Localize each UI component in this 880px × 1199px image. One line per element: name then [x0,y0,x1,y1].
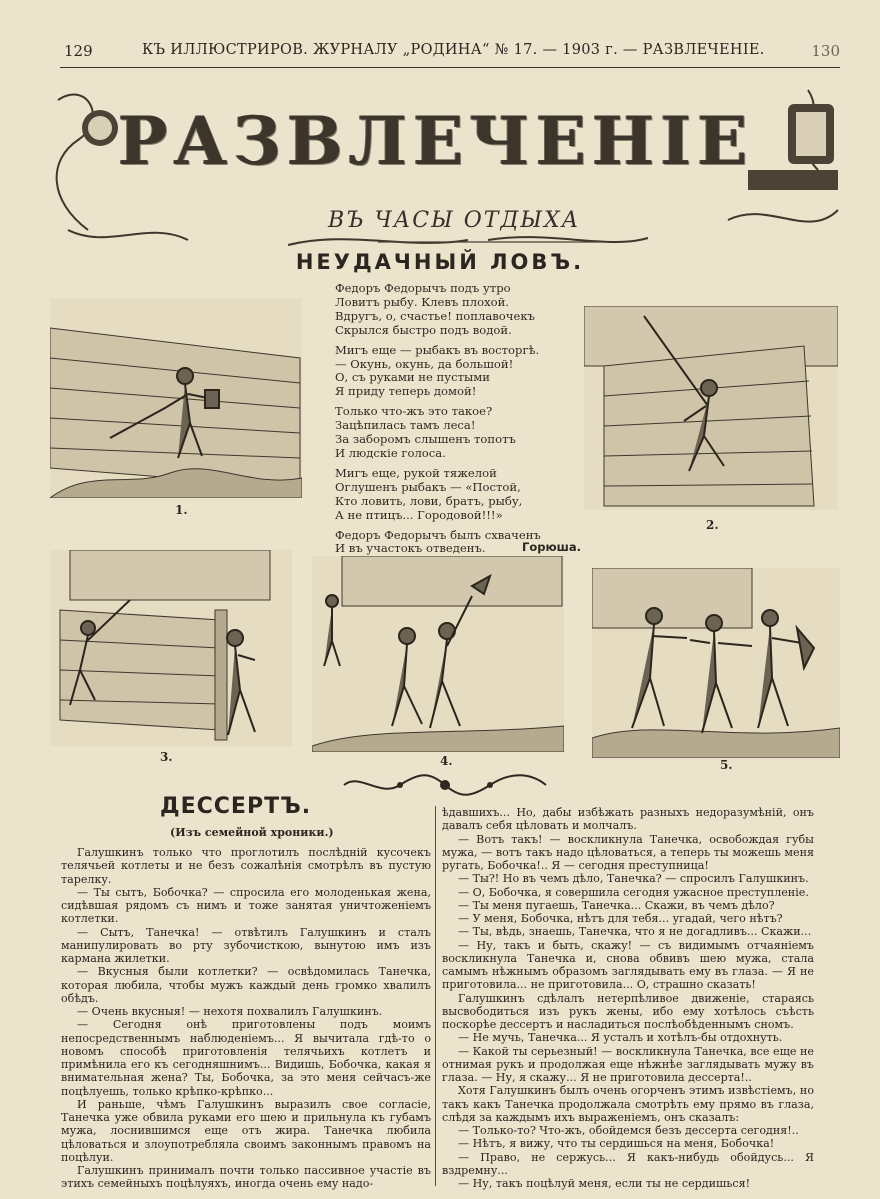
poem-line: Только что-жъ это такое? [335,404,493,419]
article-column-left [61,846,431,1191]
article-paragraph: — Вкусныя были котлетки? — освѣдомилась Танечка, которая любила, чтобы мужъ каждый день громко хвалилъ обѣдъ. [61,965,431,1005]
ornament-divider [340,772,550,798]
poem-line: Ловитъ рыбу. Клевъ плохой. [335,294,509,309]
article-paragraph: — Ты сытъ, Бобочка? — спросила его молоденькая жена, сидѣвшая рядомъ съ нимъ и тоже занятая уничтоженіемъ котлетки. [61,885,431,926]
poem-line: Оглушенъ рыбакъ — «Постой, [335,479,521,494]
illustration-5 [592,568,840,772]
poem-stanza [335,282,575,338]
illustration-number: 5. [720,758,733,772]
illustration-number: 1. [175,503,188,517]
article-paragraph: Галушкинъ сдѣлалъ нетерпѣливое движеніе, стараясь высвободиться изъ рукъ жены, ибо ему хотѣлось съѣсть поскорѣе дессертъ и насладиться послѣобѣденнымъ сномъ. [442,991,814,1031]
running-header [60,42,840,68]
article-paragraph: — Очень вкусныя! — нехотя похвалилъ Галушкинъ. [77,1005,383,1018]
poem-line: За заборомъ слышенъ топотъ [335,432,516,447]
poem-stanza [335,467,575,523]
poem-line: Вдругъ, о, счастье! поплавочекъ [335,308,535,323]
article-subtitle: (Изъ семейной хроники.) [170,826,334,839]
article-paragraph: — Только-то? Что-жъ, обойдемся безъ дессерта сегодня!.. [458,1124,799,1137]
illustration-number: 2. [706,518,719,532]
poem-stanza [335,344,575,400]
illustration-2 [584,306,838,532]
article-paragraph: — Сегодня онѣ приготовлены подъ моимъ непосредственнымъ наблюденіемъ... Я вычитала гдѣ-то о новомъ способѣ приготовленія телячьихъ котлетъ и примѣнила его къ сегодняшнимъ... Видишь, Бобочка, какая я внимательная жена? Ты, Бобочка, за это меня сейчасъ-же поцѣлуешь, только крѣпко-крѣпко... [61,1018,431,1098]
article-paragraph: — Какой ты серьезный! — воскликнула Танечка, все еще не отнимая рукъ и продолжая еще нѣжнѣе заглядывать мужу въ глаза. — Ну, я скажу... Я не приготовила дессерта!.. [442,1044,814,1084]
masthead-subtitle: ВЪ ЧАСЫ ОТДЫХА [328,208,581,233]
article-paragraph: — Ну, такъ поцѣлуй меня, если ты не сердишься! [458,1177,751,1190]
poem-line: Зацѣпилась тамъ леса! [335,418,476,433]
article-paragraph: — Сытъ, Танечка! — отвѣтилъ Галушкинъ и сталъ манипулировать во рту зубочисткою, вынутою имъ изъ кармана жилетки. [61,925,431,965]
article-paragraph: — Право, не сержусь... Я какъ-нибудь обойдусь... Я вздремну... [442,1150,814,1177]
article-column-right [442,806,814,1190]
masthead [48,80,848,260]
illustration-number: 4. [440,754,453,768]
poem-line: И людскіе голоса. [335,445,446,460]
poem-line: — Окунь, окунь, да большой! [335,356,514,371]
illustration-1 [50,298,302,517]
poem-line: Федоръ Федорычъ подъ утро [335,281,511,295]
article-paragraph: — Ты, вѣдь, знаешь, Танечка, что я не догадливъ... Скажи... [458,925,812,939]
illustration-number: 3. [160,750,173,764]
column-divider [435,806,436,1186]
article-paragraph: — О, Бобочка, я совершила сегодня ужасное преступленіе. [458,885,809,899]
poem-line: Федоръ Федорычъ былъ схваченъ [335,527,541,542]
poem-line: Скрылся быстро подъ водой. [335,322,512,337]
poem-line: Мигъ еще — рыбакъ въ восторгѣ. [335,342,540,357]
page-number-right: 130 [811,42,840,60]
illustration-3 [50,550,292,764]
article-paragraph: — Нѣтъ, я вижу, что ты сердишься на меня, Бобочка! [458,1137,775,1151]
article-paragraph: Галушкинъ только что проглотилъ послѣдній кусочекъ телячьей котлеты и не безъ сожалѣнія смотрѣлъ въ пустую тарелку. [61,846,431,886]
illustration-4 [312,556,564,768]
poem-line: Я приду теперь домой! [335,384,477,399]
article-paragraph: — Ты меня пугаешь, Танечка... Скажи, въ чемъ дѣло? [458,898,775,912]
poem-author: Горюша. [522,540,581,554]
poem-line: Кто ловить, лови, братъ, рыбу, [335,493,523,508]
poem-stanza [335,405,575,461]
running-title: КЪ ИЛЛЮСТРИРОВ. ЖУРНАЛУ „РОДИНА“ № 17. — 1903 г. — РАЗВЛЕЧЕНІЕ. [142,42,765,58]
header-rule [60,67,840,68]
poem-line: И въ участокъ отведенъ. [335,541,486,556]
article-paragraph: Хотя Галушкинъ былъ очень огорченъ этимъ извѣстіемъ, но такъ какъ Танечка продолжала смотрѣть ему прямо въ глаза, слѣдя за каждымъ ихъ выраженіемъ, онъ сказалъ: [442,1084,814,1124]
article-paragraph: — У меня, Бобочка, нѣтъ для тебя... угадай, чего нѣтъ? [458,912,783,925]
poem-line: А не птицъ... Городовой!!!» [335,507,503,522]
article-paragraph: Галушкинъ принималъ почти только пассивное участіе въ этихъ семейныхъ поцѣлуяхъ, иногда очень ему надо- [61,1164,431,1191]
article-paragraph: И раньше, чѣмъ Галушкинъ выразилъ свое согласіе, Танечка уже обвила руками его шею и прильнула къ губамъ мужа, лоснившимся еще отъ жира. Танечка любила цѣловаться и злоупотребляла своимъ законнымъ правомъ на поцѣлуи. [61,1097,431,1164]
article-paragraph: — Ну, такъ и быть, скажу! — съ видимымъ отчаяніемъ воскликнула Танечка и, снова обвивъ шею мужа, стала самымъ нѣжнымъ образомъ заглядывать ему въ глаза. — Я не приготовила... не приготовила... О, страшно сказать! [442,938,814,992]
page-number-left: 129 [64,42,93,60]
article-paragraph: — Не мучь, Танечка... Я усталъ и хотѣлъ-бы отдохнуть. [458,1031,783,1045]
article-paragraph: — Вотъ такъ! — воскликнула Танечка, освобождая губы мужа, — вотъ такъ надо цѣловаться, а теперь ты можешь меня ругать, Бобочка!.. Я — сегодня преступница! [442,832,814,872]
poem-title: НЕУДАЧНЫЙ ЛОВЪ. [295,250,585,274]
masthead-title: РАЗВЛЕЧЕНІЕ [118,102,754,180]
article-paragraph: — Ты?! Но въ чемъ дѣло, Танечка? — спросилъ Галушкинъ. [458,872,809,886]
poem-line: О, съ руками не пустыми [335,370,490,385]
article-title: ДЕССЕРТЪ. [160,794,312,819]
poem-line: Мигъ еще, рукой тяжелой [335,465,497,480]
article-paragraph: ѣдавшихъ... Но, дабы избѣжать разныхъ недоразумѣній, онъ давалъ себя цѣловать и молчалъ. [442,806,814,833]
